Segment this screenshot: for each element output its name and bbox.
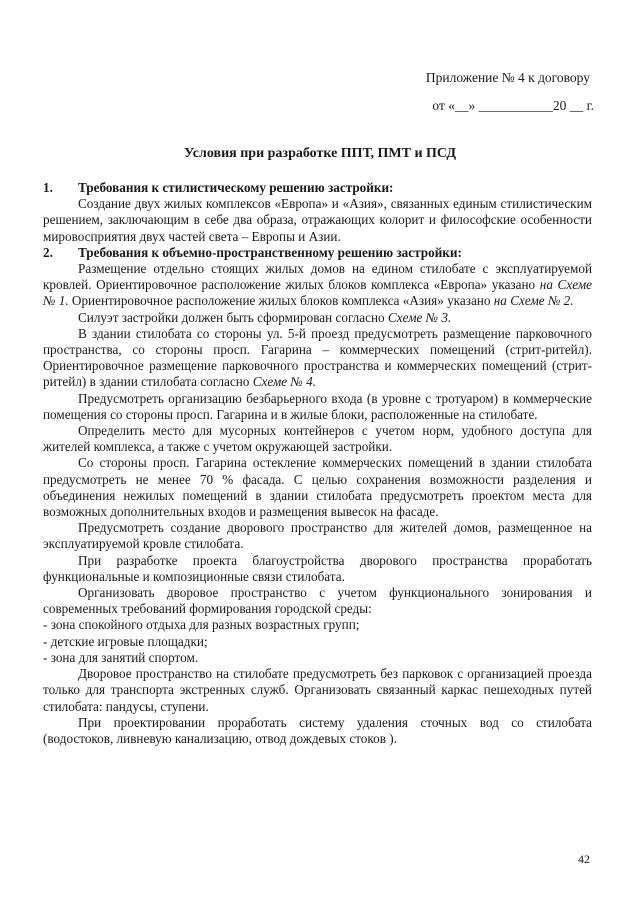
p1-text-c: Ориентировочное расположение жилых блоков комплекса «Азия» указано — [68, 293, 494, 309]
list-item: - детские игровые площадки; — [43, 633, 208, 649]
section-2-paragraph-3 — [43, 326, 592, 391]
contract-date-line: от «__» ___________20 __ г. — [432, 98, 594, 113]
section-2-number: 2. — [43, 244, 53, 260]
section-2-paragraph-8: При разработке проекта благоустройства дворового пространства проработать функциональные и композиционные связи стилобата. — [43, 552, 592, 584]
list-item: - зона спокойного отдыха для разных возрастных групп; — [43, 617, 360, 633]
section-2-paragraph-5: Определить место для мусорных контейнеров с учетом норм, удобного доступа для жителей комплекса, а также с учетом окружающей застройки. — [43, 423, 592, 455]
section-2-paragraph-1 — [43, 261, 592, 310]
scheme-4-ref: Схеме № 4. — [252, 374, 317, 390]
section-1-heading — [43, 180, 592, 196]
p3-text-a: В здании стилобата со стороны ул. 5-й проезд предусмотреть размещение парковочного пространства, со стороны просп. Гагарина – коммерческих помещений (стрит-ритейл). Ориентировочное размещение парковочного пространства и коммерческих помещений (стрит-ритейл) в здании стилобата согласно — [43, 325, 592, 390]
section-2-paragraph-7: Предусмотреть создание дворового пространство для жителей домов, размещенное на эксплуатируемой кровле стилобата. — [43, 520, 592, 552]
section-2-paragraph-10: Дворовое пространство на стилобате предусмотреть без парковок с организацией проезда только для транспорта экстренных служб. Организовать связанный каркас пешеходных путей стилобата: пандусы, ступени. — [43, 666, 592, 714]
scheme-2-ref: на Схеме № 2. — [493, 293, 574, 309]
section-2-heading — [43, 245, 592, 261]
scheme-1-ref: на Схеме № 1. — [43, 277, 592, 309]
section-2-paragraph-6: Со стороны просп. Гагарина остекление коммерческих помещений в здании стилобата предусмотреть не менее 70 % фасада. С целью сохранения возможности разделения и объединения нежилых помещений в здании стилобата предусмотреть проектом места для возможных дополнительных входов и размещения вывесок на фасаде. — [43, 455, 592, 520]
section-2-heading-text: Требования к объемно-пространственному решению застройки: — [78, 244, 462, 260]
section-2-paragraph-11: При проектировании проработать систему удаления сточных вод со стилобата (водостоков, ливневую канализацию, отвод дождевых стоков ). — [43, 714, 592, 746]
section-1-paragraph: Создание двух жилых комплексов «Европа» и «Азия», связанных единым стилистическим решением, заключающим в себе два образа, отражающих колорит и философские особенности мировосприятия двух частей света – Европы и Азии. — [43, 196, 592, 244]
section-1-number: 1. — [43, 180, 53, 195]
section-2-paragraph-4: Предусмотреть организацию безбарьерного входа (в уровне с тротуаром) в коммерческие помещения со стороны просп. Гагарина и в жилые блоки, расположенные на стилобате. — [43, 390, 592, 422]
scheme-3-ref: Схеме № 3. — [387, 309, 452, 325]
page-number: 42 — [578, 852, 590, 866]
document-title: Условия при разработке ППТ, ПМТ и ПСД — [184, 146, 456, 161]
p2-text-a: Силуэт застройки должен быть сформирован согласно — [78, 309, 388, 325]
list-item: - зона для занятий спортом. — [43, 649, 199, 665]
document-body — [43, 180, 592, 747]
section-1-heading-text: Требования к стилистическому решению застройки: — [78, 180, 394, 195]
section-2-paragraph-2 — [43, 310, 592, 326]
p1-text-a: Размещение отдельно стоящих жилых домов на едином стилобате с эксплуатируемой кровлей. Ориентировочное расположение жилых блоков комплекса «Европа» указано — [43, 261, 592, 293]
appendix-label: Приложение № 4 к договору — [425, 70, 590, 85]
section-2-paragraph-9: Организовать дворовое пространство с учетом функционального зонирования и современных требований формирования городской среды: — [43, 585, 592, 617]
